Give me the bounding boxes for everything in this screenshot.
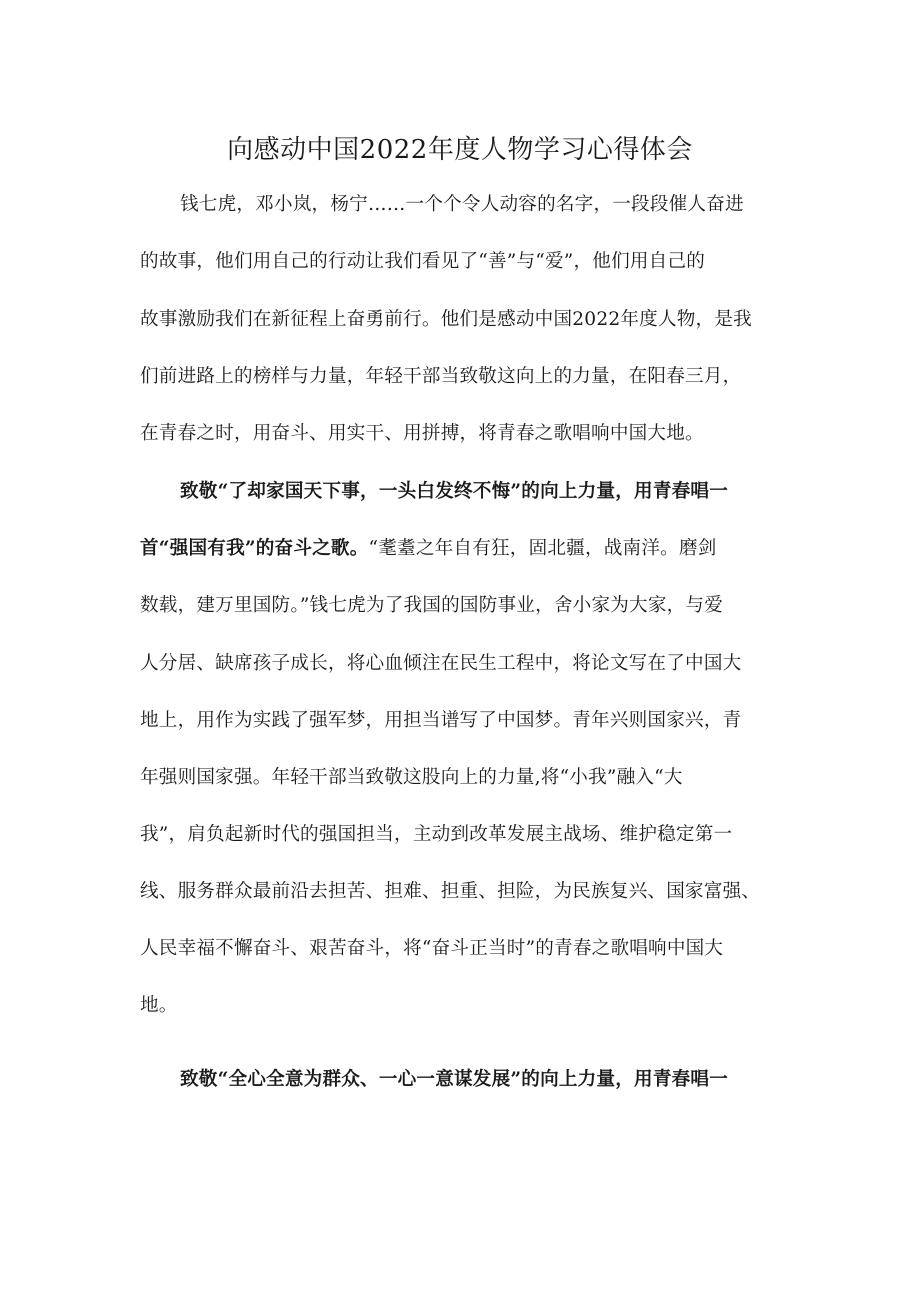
paragraph-2-line-9: 人民幸福不懈奋斗、艰苦奋斗，将“奋斗正当时”的青春之歌唱响中国大 — [140, 938, 724, 959]
paragraph-2-line-4: 人分居、缺席孩子成长，将心血倾注在民生工程中，将论文写在了中国大 — [140, 653, 742, 674]
paragraph-1-line-2: 的故事，他们用自己的行动让我们看见了“善”与“爱”，他们用自己的 — [140, 251, 706, 272]
paragraph-2-line-7: 我”，肩负起新时代的强国担当，主动到改革发展主战场、维护稳定第一 — [140, 824, 733, 845]
paragraph-3-line-1: 致敬“全心全意为群众、一心一意谋发展”的向上力量，用青春唱一 — [180, 1069, 729, 1090]
document-title: 向感动中国2022年度人物学习心得体会 — [227, 135, 693, 165]
paragraph-2-line-6: 年强则国家强。年轻干部当致敬这股向上的力量,将“小我”融入“大 — [140, 767, 683, 788]
paragraph-2-line-2 — [140, 534, 717, 564]
paragraph-2-line-1: 致敬“了却家国天下事，一头白发终不悔”的向上力量，用青春唱一 — [180, 481, 729, 502]
paragraph-2-quote-start: “耄耋之年自有狂，固北疆，战南洋。磨剑 — [368, 538, 717, 559]
paragraph-1-line-1: 钱七虎，邓小岚，杨宁……一个个令人动容的名字，一段段催人奋进 — [180, 194, 744, 215]
paragraph-2-heading-end: 首“强国有我”的奋斗之歌。 — [140, 538, 369, 559]
paragraph-1-line-3: 故事激励我们在新征程上奋勇前行。他们是感动中国2022年度人物，是我 — [140, 309, 752, 330]
paragraph-2-line-10: 地。 — [140, 995, 178, 1016]
paragraph-2-line-5: 地上，用作为实践了强军梦，用担当谱写了中国梦。青年兴则国家兴，青 — [140, 710, 742, 731]
paragraph-1-line-4: 们前进路上的榜样与力量，年轻干部当致敬这向上的力量，在阳春三月， — [140, 366, 742, 387]
paragraph-2-line-8: 线、服务群众最前沿去担苦、担难、担重、担险，为民族复兴、国家富强、 — [140, 881, 761, 902]
paragraph-2-line-3: 数载，建万里国防。”钱七虎为了我国的国防事业，舍小家为大家，与爱 — [140, 595, 724, 616]
paragraph-1-line-5: 在青春之时，用奋斗、用实干、用拼搏，将青春之歌唱响中国大地。 — [140, 423, 704, 444]
